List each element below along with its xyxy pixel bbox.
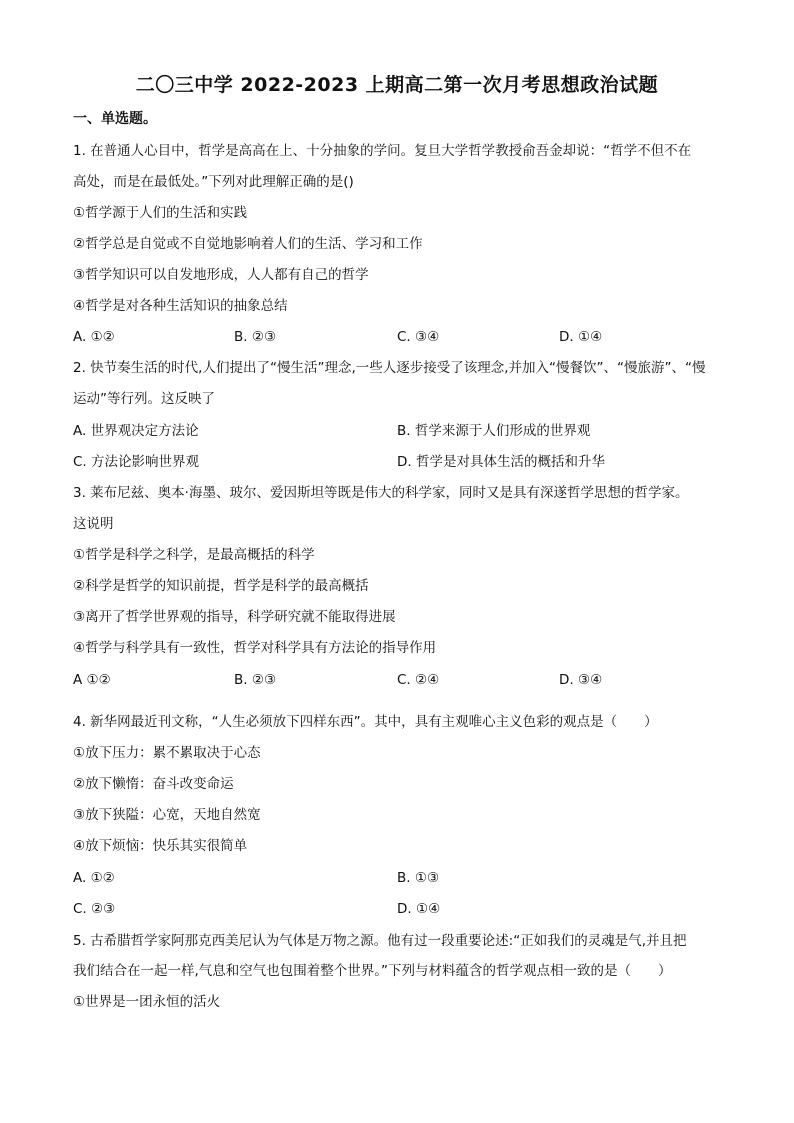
q4-stem-line1: 4. 新华网最近刊文称，“人生必须放下四样东西”。其中，具有主观唯心主义色彩的观点是（ ） <box>73 714 658 730</box>
q4-option-c: C. ②③ <box>73 901 116 917</box>
q1-option-b: B. ②③ <box>234 329 277 345</box>
q5-stem-line2: 我们结合在一起一样,气息和空气也包围着整个世界。”下列与材料蕴含的哲学观点相一致的是（ ） <box>73 963 672 979</box>
q3-item-3: ③离开了哲学世界观的指导，科学研究就不能取得进展 <box>73 609 396 625</box>
q2-stem-line2: 运动”等行列。这反映了 <box>73 391 215 407</box>
q3-option-d: D. ③④ <box>559 672 603 688</box>
q5-stem-line1: 5. 古希腊哲学家阿那克西美尼认为气体是万物之源。他有过一段重要论述:“正如我们的灵魂是气,并且把 <box>73 933 687 949</box>
q1-item-2: ②哲学总是自觉或不自觉地影响着人们的生活、学习和工作 <box>73 236 423 252</box>
q3-option-c: C. ②④ <box>397 672 440 688</box>
q2-option-c: C. 方法论影响世界观 <box>73 454 200 470</box>
q1-stem-line2: 高处，而是在最低处。”下列对此理解正确的是() <box>73 174 354 190</box>
q3-item-4: ④哲学与科学具有一致性，哲学对科学具有方法论的指导作用 <box>73 640 437 656</box>
q2-option-a: A. 世界观决定方法论 <box>73 423 199 439</box>
q4-item-4: ④放下烦恼：快乐其实很简单 <box>73 838 248 854</box>
q1-stem-line1: 1. 在普通人心目中，哲学是高高在上、十分抽象的学问。复旦大学哲学教授俞吾金却说：“哲学不但不在 <box>73 143 692 159</box>
q1-option-a: A. ①② <box>73 329 115 345</box>
q4-option-d: D. ①④ <box>397 901 441 917</box>
section-heading: 一、单选题。 <box>73 111 157 127</box>
q3-option-a: A ①② <box>73 672 111 688</box>
q3-item-1: ①哲学是科学之科学，是最高概括的科学 <box>73 547 315 563</box>
q1-option-d: D. ①④ <box>559 329 603 345</box>
q3-item-2: ②科学是哲学的知识前提，哲学是科学的最高概括 <box>73 578 369 594</box>
q4-option-a: A. ①② <box>73 870 115 886</box>
q2-option-d: D. 哲学是对具体生活的概括和升华 <box>397 454 605 470</box>
q2-stem-line1: 2. 快节奏生活的时代,人们提出了“慢生活”理念,一些人逐步接受了该理念,并加入“慢餐饮”、“慢旅游”、“慢 <box>73 360 706 376</box>
q1-item-3: ③哲学知识可以自发地形成，人人都有自己的哲学 <box>73 267 369 283</box>
q1-item-4: ④哲学是对各种生活知识的抽象总结 <box>73 298 288 314</box>
q4-option-b: B. ①③ <box>397 870 440 886</box>
page-title: 二〇三中学 2022-2023 上期高二第一次月考思想政治试题 <box>135 74 659 96</box>
q4-item-3: ③放下狭隘：心宽，天地自然宽 <box>73 807 261 823</box>
q3-option-b: B. ②③ <box>234 672 277 688</box>
q4-item-2: ②放下懒惰：奋斗改变命运 <box>73 776 234 792</box>
q1-item-1: ①哲学源于人们的生活和实践 <box>73 205 248 221</box>
q4-item-1: ①放下压力：累不累取决于心态 <box>73 745 261 761</box>
q2-option-b: B. 哲学来源于人们形成的世界观 <box>397 423 591 439</box>
q3-stem-line1: 3. 莱布尼兹、奥本·海墨、玻尔、爱因斯坦等既是伟大的科学家，同时又是具有深遂哲学思想的哲学家。 <box>73 485 689 501</box>
q5-item-1: ①世界是一团永恒的活火 <box>73 994 221 1010</box>
q3-stem-line2: 这说明 <box>73 516 114 532</box>
q1-option-c: C. ③④ <box>397 329 440 345</box>
